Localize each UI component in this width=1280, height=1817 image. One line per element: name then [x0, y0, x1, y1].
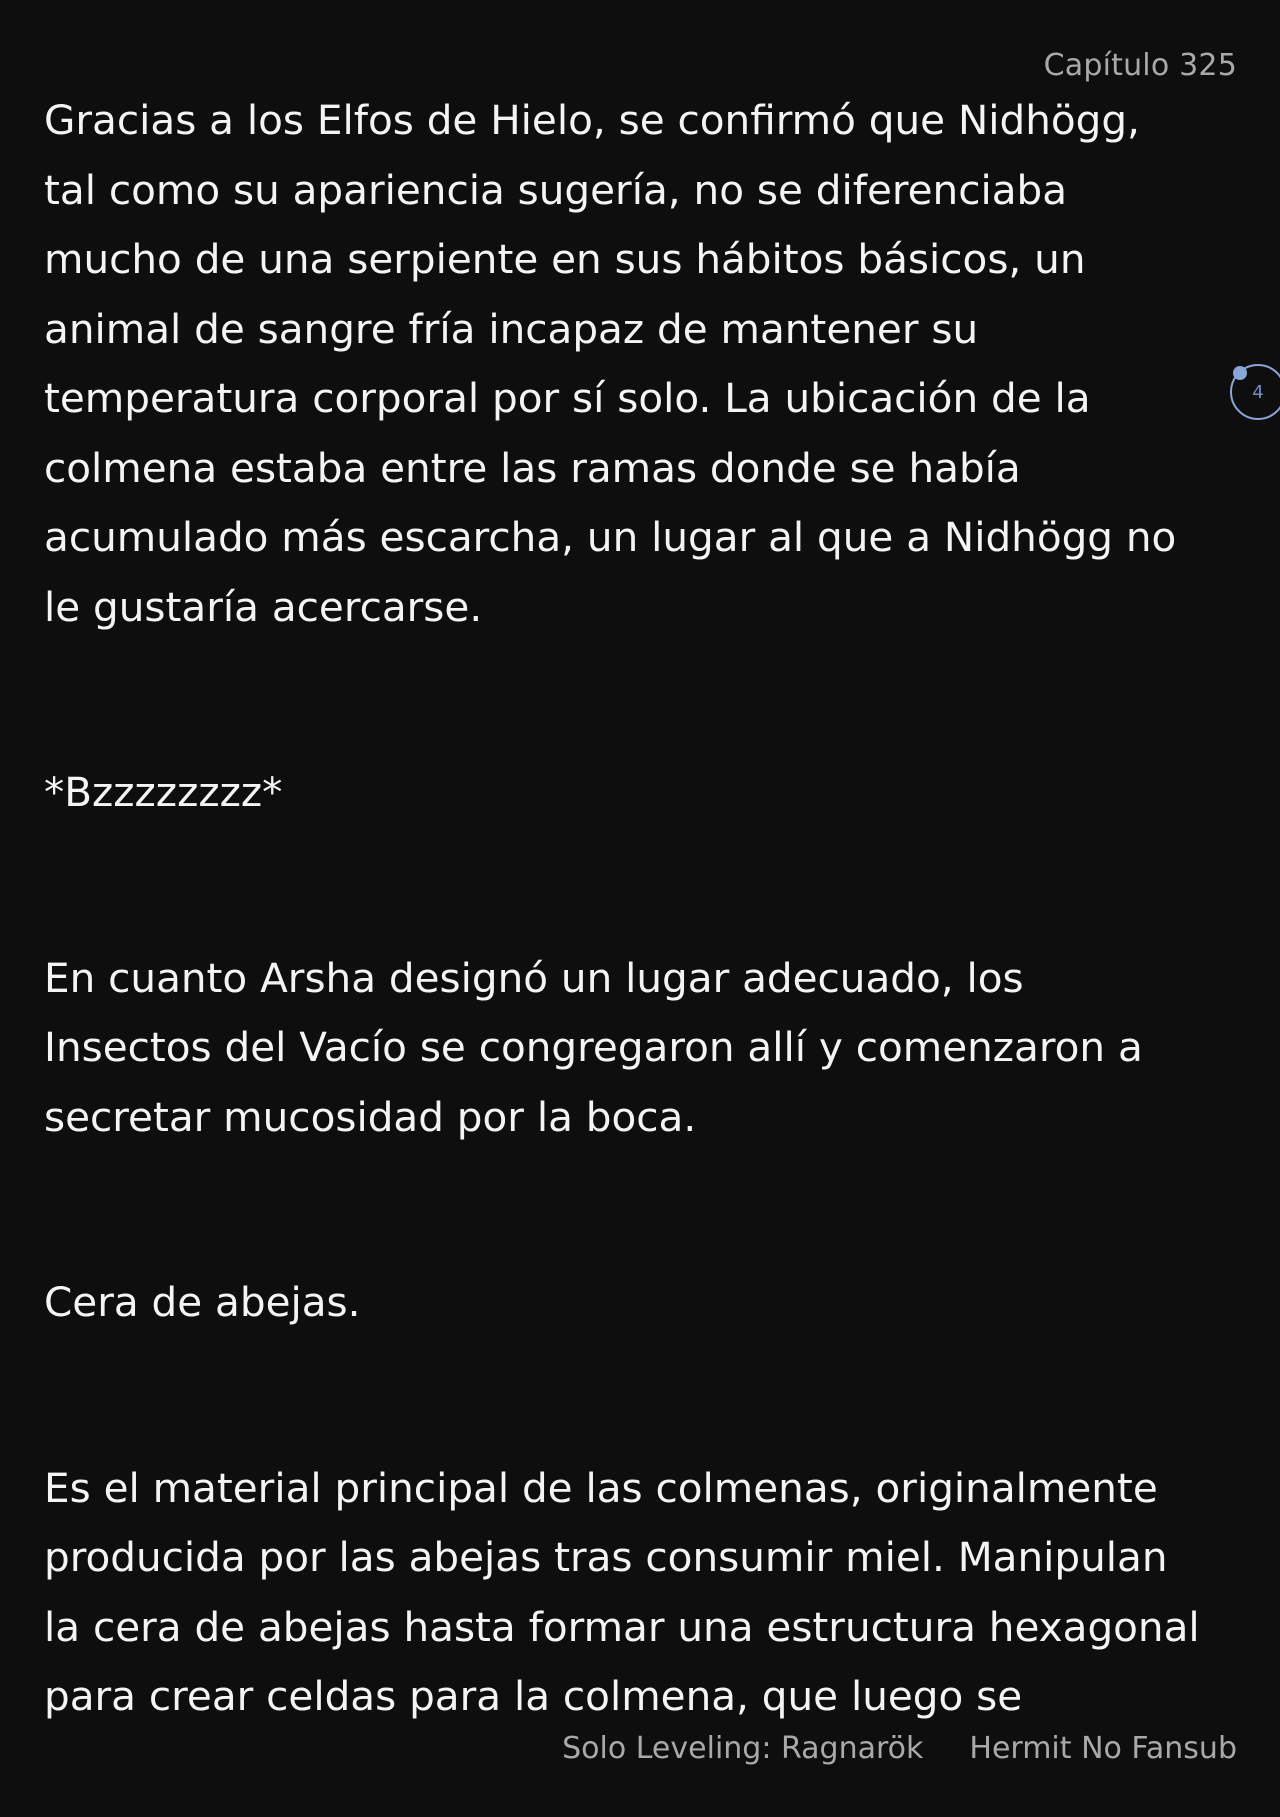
page-indicator-label: 4: [1252, 381, 1264, 403]
paragraph-2: *Bzzzzzzzz*: [44, 768, 283, 816]
paragraph-4: Cera de abejas.: [44, 1278, 361, 1326]
paragraph-5: Es el material principal de las colmenas, originalmente producida por las abejas tras consumir miel. Manipulan la cera de abejas hasta formar una estructura hexagonal para crear celdas para la colmena, que luego se: [44, 1463, 1200, 1720]
indicator-dot-icon: [1233, 366, 1247, 380]
chapter-title: Capítulo 325: [1043, 48, 1237, 83]
translator-credit: Hermit No Fansub: [969, 1731, 1237, 1766]
book-title: Solo Leveling: Ragnarök: [562, 1731, 924, 1766]
footer: [562, 1731, 1237, 1766]
paragraph-1: Gracias a los Elfos de Hielo, se confirmó que Nidhögg, tal como su apariencia sugería, no se diferenciaba mucho de una serpiente en sus hábitos básicos, un animal de sangre fría incapaz de mantener su temperatura corporal por sí solo. La ubicación de la colmena estaba entre las ramas donde se había acumulado más escarcha, un lugar al que a Nidhögg no le gustaría acercarse.: [44, 96, 1177, 631]
paragraph-3: En cuanto Arsha designó un lugar adecuado, los Insectos del Vacío se congregaron allí y comenzaron a secretar mucosidad por la boca.: [44, 953, 1143, 1141]
reader-content: [44, 86, 1244, 1732]
